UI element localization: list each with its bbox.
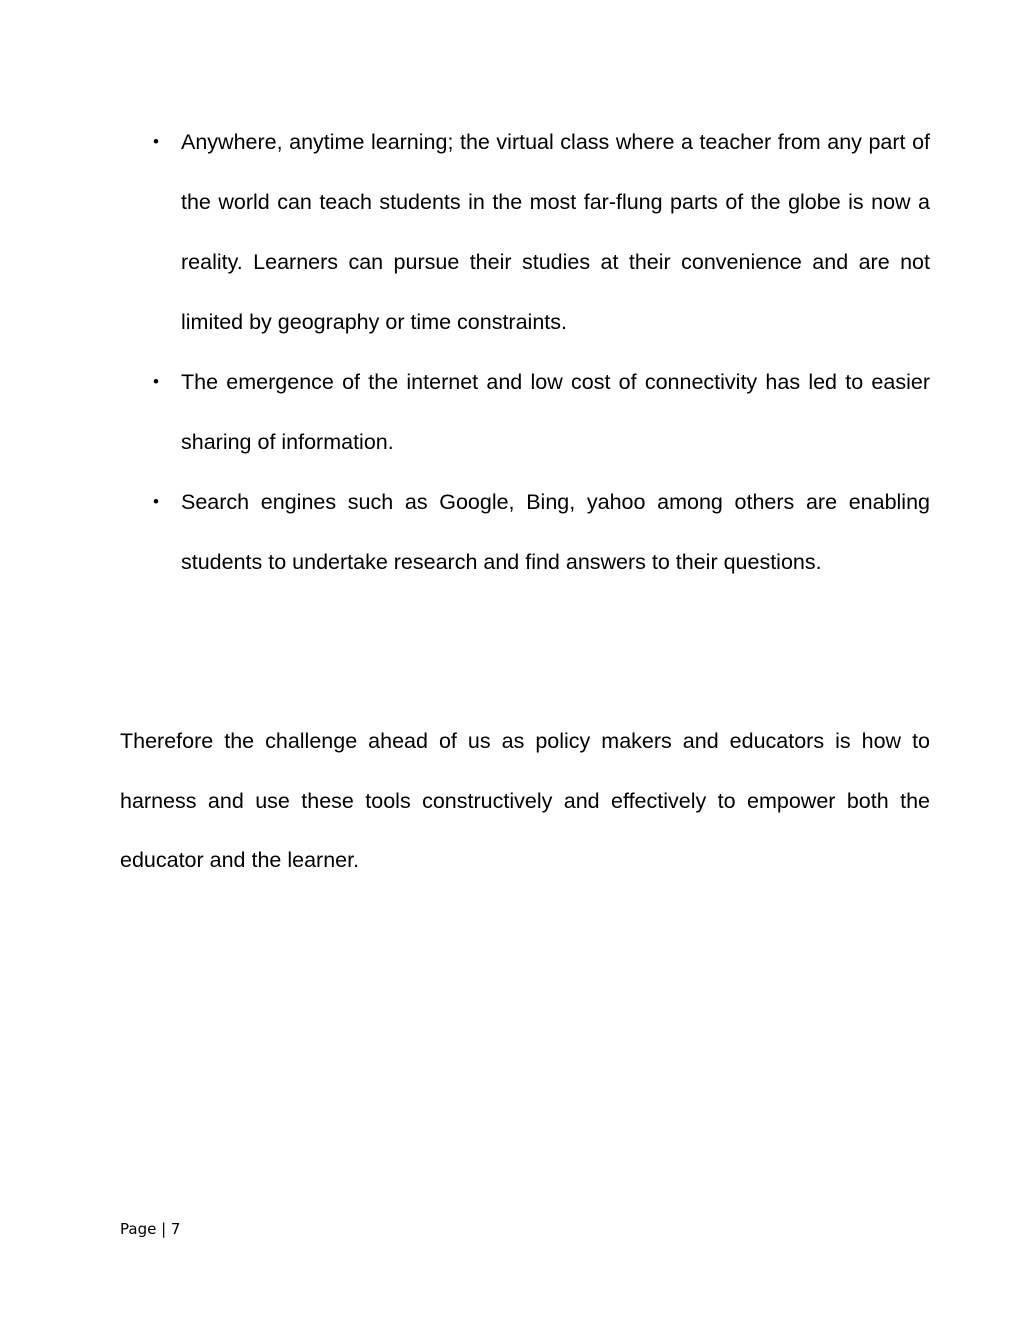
bullet-item-internet-emergence [120,352,930,472]
bullet-text: Anywhere, anytime learning; the virtual class where a teacher from any part of the world can teach students in the most far-flung parts of the globe is now a reality. Learners can pursue their studies at their convenience and are not limited by geography or time constraints. [181,130,930,334]
bullet-icon: • [153,492,159,511]
bullet-icon: • [153,132,159,151]
bullet-list [120,112,930,592]
page-number-footer: Page | 7 [120,1220,181,1238]
bullet-text: Search engines such as Google, Bing, yahoo among others are enabling students to undertake research and find answers to their questions. [181,490,930,574]
bullet-item-anywhere-learning [120,112,930,352]
bullet-item-search-engines [120,472,930,592]
bullet-icon: • [153,372,159,391]
conclusion-paragraph: Therefore the challenge ahead of us as policy makers and educators is how to harness and use these tools constructively and effectively to empower both the educator and the learner. [120,729,930,872]
bullet-text: The emergence of the internet and low cost of connectivity has led to easier sharing of information. [181,370,930,454]
